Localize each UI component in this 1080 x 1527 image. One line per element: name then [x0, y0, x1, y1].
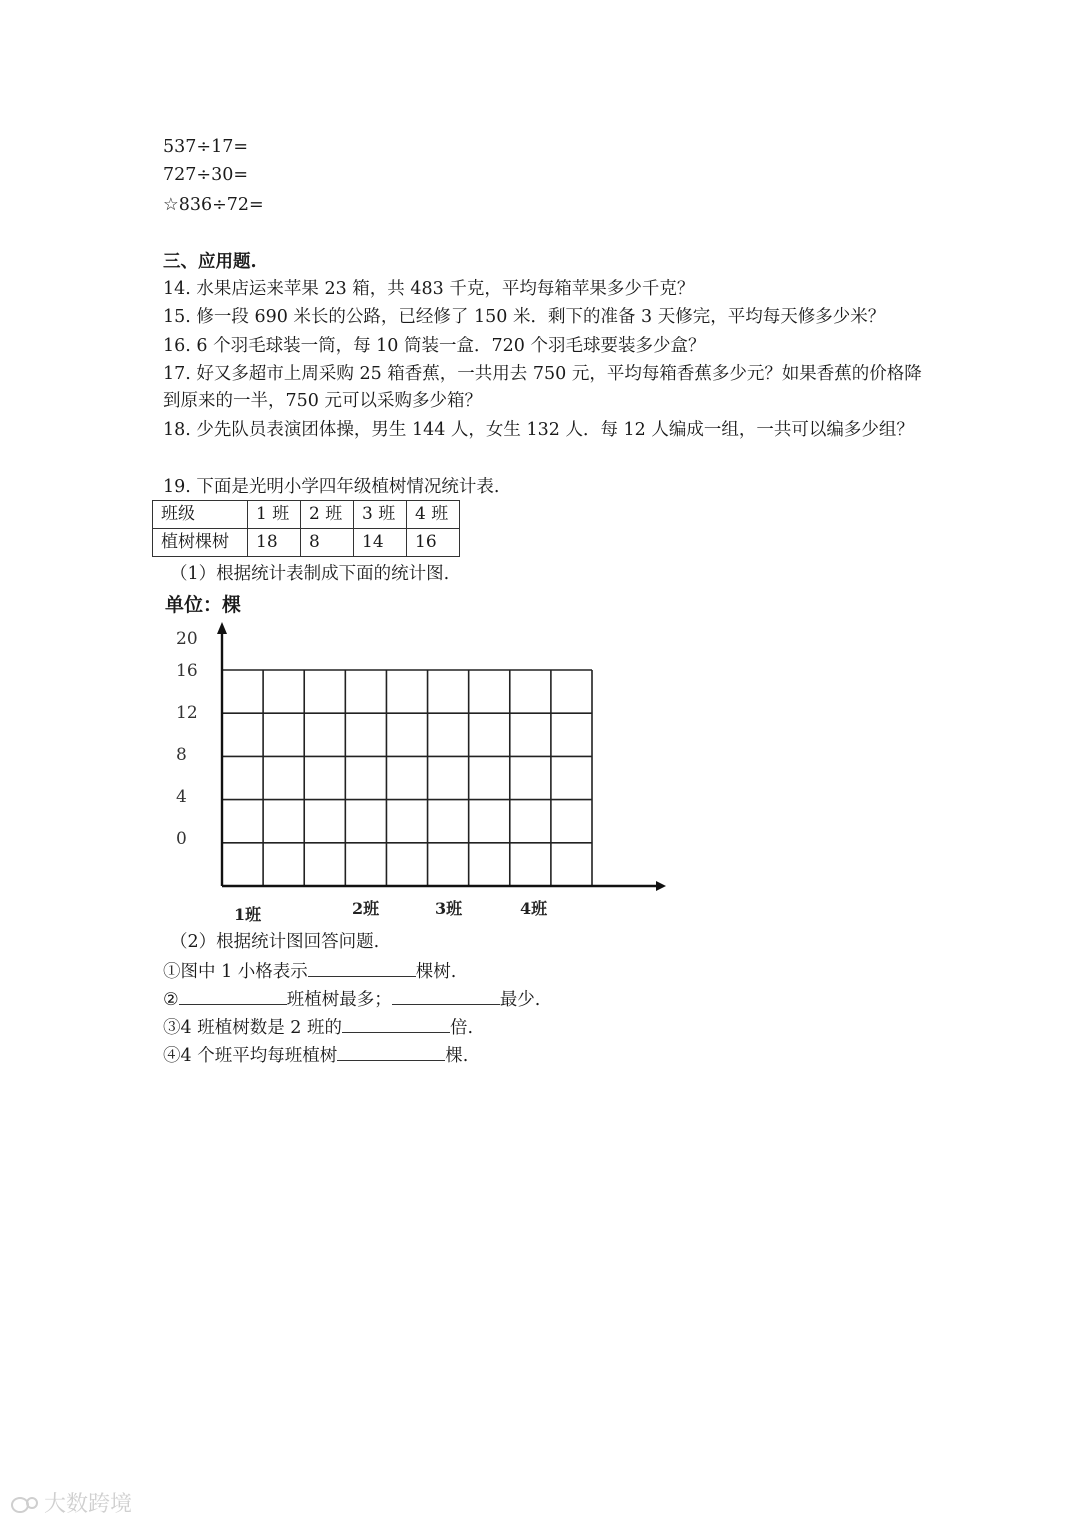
calc-1: 537÷17= — [163, 137, 248, 157]
calc-2: 727÷30= — [163, 165, 248, 185]
x-tick-label: 3班 — [435, 899, 463, 918]
question-1-prefix: ①图中 1 小格表示 — [163, 962, 308, 982]
table-row — [153, 529, 460, 557]
stats-table — [152, 500, 460, 557]
y-tick-label: 16 — [176, 661, 198, 681]
y-tick-label: 12 — [176, 703, 198, 723]
table-cell: 18 — [248, 529, 301, 557]
bar-chart-grid — [160, 620, 680, 930]
sub-question-1: （1）根据统计表制成下面的统计图. — [170, 564, 450, 584]
y-axis-arrow — [217, 622, 227, 634]
problem-19: 19. 下面是光明小学四年级植树情况统计表. — [163, 477, 500, 497]
question-2-suffix: 最少. — [499, 990, 541, 1010]
table-cell: 班级 — [153, 501, 248, 529]
table-cell: 4 班 — [407, 501, 460, 529]
table-cell: 3 班 — [354, 501, 407, 529]
x-tick-label: 2班 — [352, 899, 380, 918]
problem-18: 18. 少先队员表演团体操，男生 144 人，女生 132 人．每 12 人编成一组，一共可以编多少组？ — [163, 420, 914, 440]
question-2 — [163, 986, 540, 1012]
table-cell: 16 — [407, 529, 460, 557]
question-1 — [163, 958, 456, 984]
question-2-prefix: ② — [163, 990, 179, 1010]
problem-17: 17. 好又多超市上周采购 25 箱香蕉，一共用去 750 元，平均每箱香蕉多少元？如果香蕉的价格降到原来的一半，750 元可以采购多少箱？ — [163, 364, 922, 411]
y-tick-labels — [176, 629, 198, 849]
sub-question-2: （2）根据统计图回答问题. — [170, 932, 380, 952]
y-tick-label: 4 — [176, 787, 187, 807]
table-cell: 8 — [301, 529, 354, 557]
problem-16: 16. 6 个羽毛球装一筒，每 10 筒装一盒．720 个羽毛球要装多少盒？ — [163, 336, 706, 356]
watermark-text: 大数跨境 — [44, 1492, 133, 1517]
chart-grid — [222, 670, 592, 886]
question-3 — [163, 1014, 473, 1040]
question-4-prefix: ④4 个班平均每班植树 — [163, 1046, 338, 1066]
answer-blank-2a[interactable] — [179, 986, 287, 1005]
x-tick-label: 1班 — [234, 905, 262, 924]
table-cell: 1 班 — [248, 501, 301, 529]
y-tick-label: 8 — [176, 745, 187, 765]
question-1-suffix: 棵树. — [415, 962, 457, 982]
table-row — [153, 501, 460, 529]
table-cell: 14 — [354, 529, 407, 557]
question-4 — [163, 1042, 468, 1068]
x-tick-label: 4班 — [520, 899, 548, 918]
answer-blank-1[interactable] — [308, 958, 416, 977]
calc-3: ☆836÷72= — [163, 195, 264, 215]
y-tick-label: 20 — [176, 629, 198, 649]
unit-label: 单位：棵 — [165, 594, 242, 616]
question-4-suffix: 棵. — [445, 1046, 469, 1066]
answer-blank-2b[interactable] — [392, 986, 500, 1005]
x-axis-arrow — [656, 881, 666, 891]
question-3-suffix: 倍. — [449, 1018, 474, 1038]
answer-blank-3[interactable] — [342, 1014, 450, 1033]
problem-14: 14. 水果店运来苹果 23 箱，共 483 千克，平均每箱苹果多少千克？ — [163, 279, 695, 299]
table-cell: 植树棵树 — [153, 529, 248, 557]
x-tick-labels — [234, 899, 548, 924]
watermark-logo-icon — [10, 1495, 40, 1515]
section-title: 三、应用题. — [163, 252, 257, 272]
problem-15: 15. 修一段 690 米长的公路，已经修了 150 米．剩下的准备 3 天修完，平均每天修多少米？ — [163, 307, 886, 327]
y-tick-label: 0 — [176, 829, 187, 849]
question-3-prefix: ③4 班植树数是 2 班的 — [163, 1018, 342, 1038]
question-2-middle: 班植树最多； — [286, 990, 392, 1010]
answer-blank-4[interactable] — [337, 1042, 445, 1061]
table-cell: 2 班 — [301, 501, 354, 529]
watermark — [10, 1487, 132, 1518]
